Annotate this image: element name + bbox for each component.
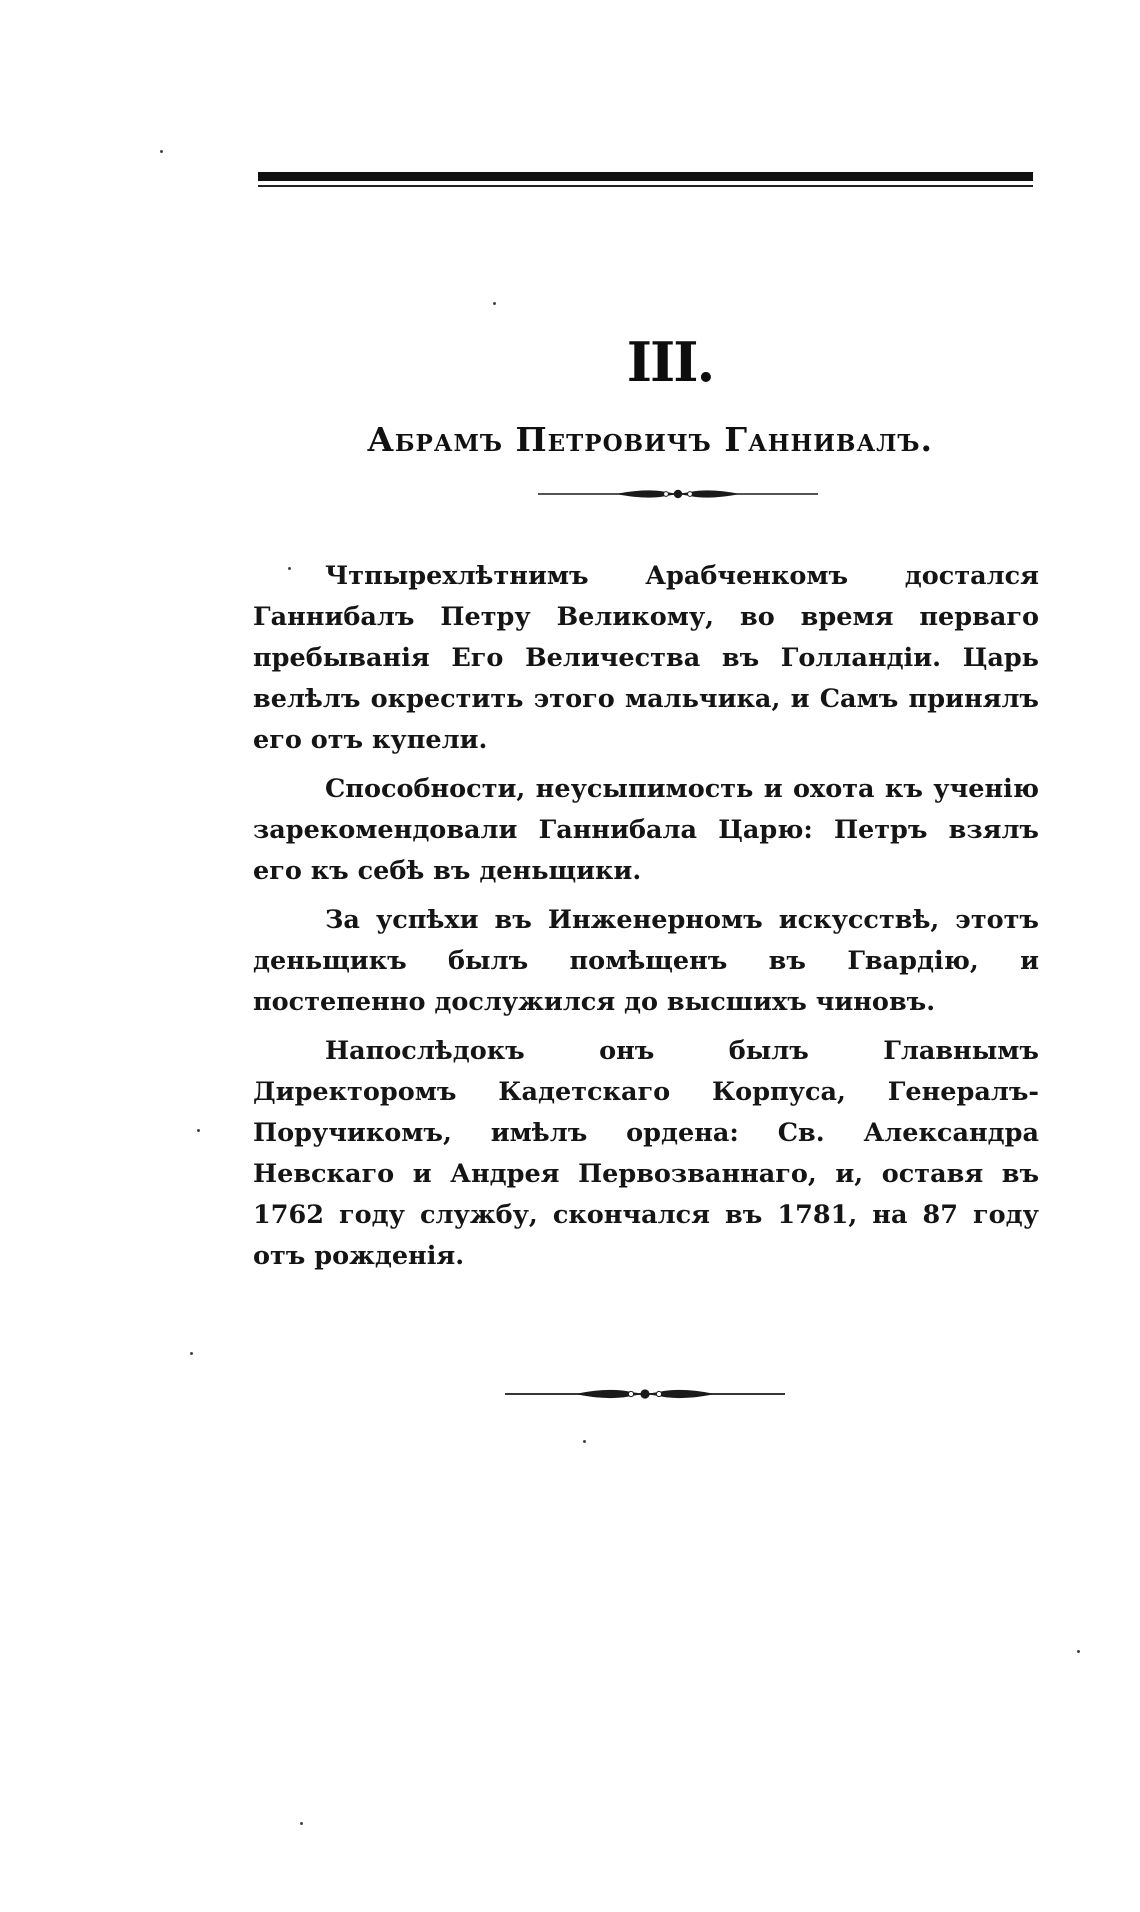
- scan-speck: [493, 302, 496, 305]
- scan-speck: [1077, 1650, 1080, 1653]
- header-rule-thick: [258, 172, 1033, 181]
- paragraph: За успѣхи въ Инженерномъ искусствѣ, этотъ деньщикъ былъ помѣщенъ въ Гвардію, и постепенно дослужился до высшихъ чиновъ.: [253, 905, 1039, 1017]
- paragraph: Напослѣдокъ онъ былъ Главнымъ Директоромъ Кадетскаго Корпуса, Генералъ-Поручикомъ, имѣлъ ордена: Св. Александра Невскаго и Андрея Первозваннаго, и, оставя въ 1762 году службу, скончался въ 1781, на 87 году отъ рожденія.: [253, 1036, 1039, 1271]
- scan-speck: [160, 150, 163, 153]
- ornament-divider-top: [538, 476, 818, 512]
- scan-speck: [190, 1352, 193, 1355]
- header-double-rule: [258, 168, 1033, 190]
- paragraph: Чтпырехлѣтнимъ Арабченкомъ достался Ганнибалъ Петру Великому, во время перваго пребыванія Его Величества въ Голландіи. Царь велѣлъ окрестить этого мальчика, и Самъ принялъ его отъ купели.: [253, 561, 1039, 755]
- chapter-body: [253, 556, 1039, 1285]
- scan-speck: [300, 1822, 303, 1825]
- ornament-divider-bottom: [505, 1376, 785, 1412]
- chapter-title: Абрамъ Петровичъ Ганнивалъ.: [366, 420, 934, 459]
- scan-speck: [197, 1129, 200, 1132]
- header-rule-thin: [258, 185, 1033, 187]
- paragraph: Способности, неусыпимость и охота къ ученію зарекомендовали Ганнибала Царю: Петръ взялъ его къ себѣ въ деньщики.: [253, 774, 1039, 886]
- chapter-number: III.: [626, 330, 714, 394]
- scan-speck: [583, 1440, 586, 1443]
- scan-speck: [288, 567, 291, 570]
